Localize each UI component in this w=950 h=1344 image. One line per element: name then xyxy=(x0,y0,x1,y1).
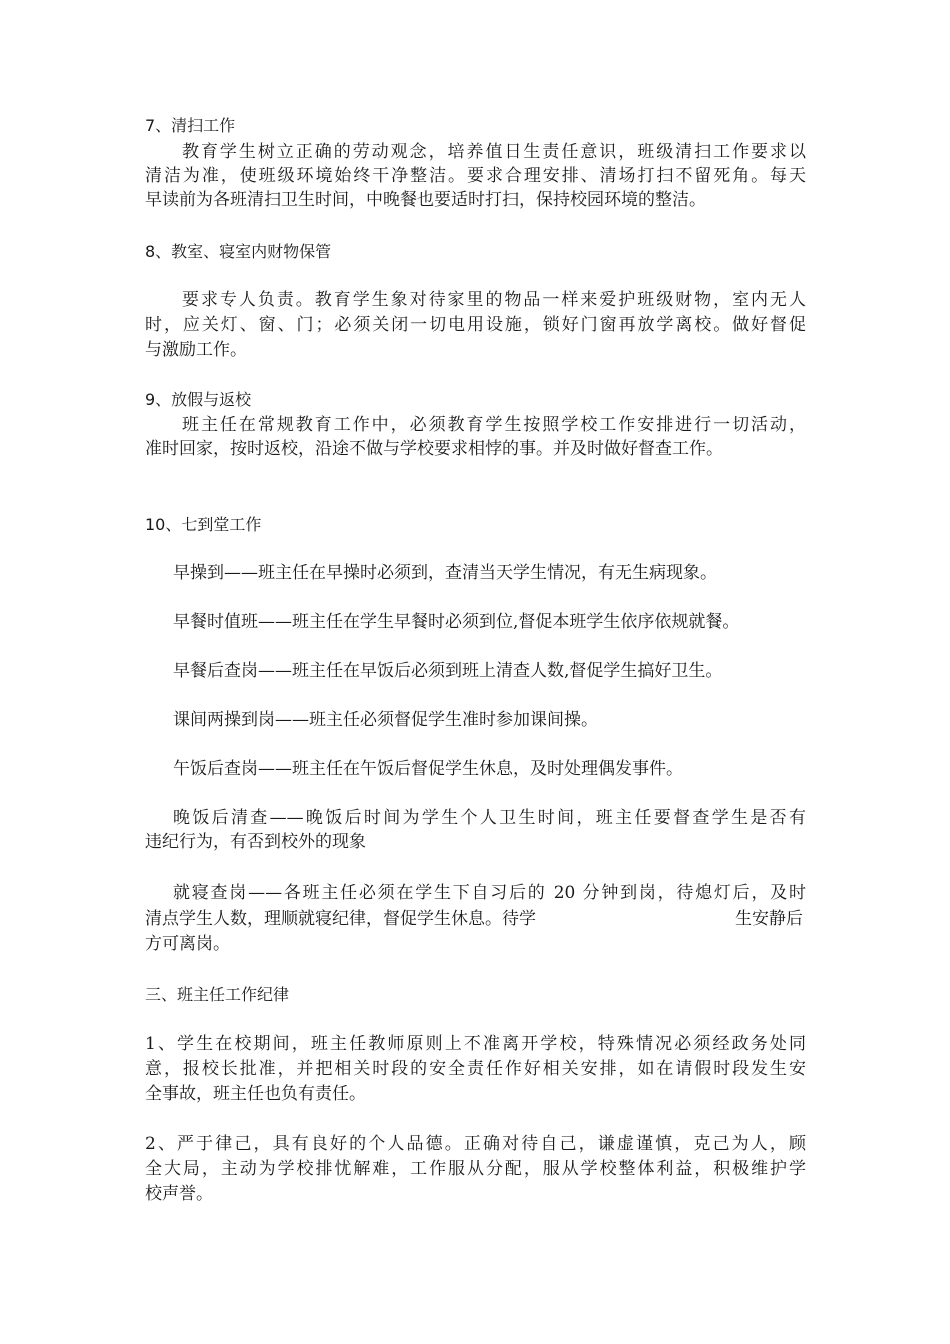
section-10-heading: 10、七到堂工作 xyxy=(145,515,262,534)
rule-1-line-1: 1、学生在校期间，班主任教师原则上不准离开学校，特殊情况必须经政务处同 xyxy=(145,1034,806,1054)
section-7-heading: 7、清扫工作 xyxy=(145,116,236,135)
duty-item: 午饭后查岗——班主任在午饭后督促学生休息，及时处理偶发事件。 xyxy=(173,759,683,779)
duty-item: 早餐后查岗——班主任在早饭后必须到班上清查人数,督促学生搞好卫生。 xyxy=(173,661,723,681)
part-3-heading: 三、班主任工作纪律 xyxy=(145,985,290,1004)
duty-bedtime-line-3: 方可离岗。 xyxy=(145,934,230,954)
section-9-line-2: 准时回家，按时返校，沿途不做与学校要求相悖的事。并及时做好督查工作。 xyxy=(145,439,723,459)
section-7-line-2: 清洁为准，使班级环境始终干净整洁。要求合理安排、清场打扫不留死角。每天 xyxy=(145,166,806,186)
rule-1-line-2: 意，报校长批准，并把相关时段的安全责任作好相关安排，如在请假时段发生安 xyxy=(145,1059,806,1079)
duty-item: 早操到——班主任在早操时必须到，查清当天学生情况，有无生病现象。 xyxy=(173,563,717,583)
section-8-line-2: 时，应关灯、窗、门；必须关闭一切电用设施，锁好门窗再放学离校。做好督促 xyxy=(145,315,806,335)
duty-bedtime-line-2a: 清点学生人数，理顺就寝纪律，督促学生休息。待学 xyxy=(145,909,536,929)
duty-evening-line-2: 违纪行为，有否到校外的现象 xyxy=(145,832,366,852)
rule-2-line-1: 2、严于律己，具有良好的个人品德。正确对待自己，谦虚谨慎，克己为人，顾 xyxy=(145,1134,806,1154)
rule-2-line-3: 校声誉。 xyxy=(145,1184,213,1204)
section-8-line-3: 与激励工作。 xyxy=(145,340,247,360)
section-8-heading: 8、教室、寝室内财物保管 xyxy=(145,242,332,261)
rule-1-line-3: 全事故，班主任也负有责任。 xyxy=(145,1084,366,1104)
duty-bedtime-line-1: 就寝查岗——各班主任必须在学生下自习后的 20 分钟到岗，待熄灯后，及时 xyxy=(173,883,806,903)
duty-item: 课间两操到岗——班主任必须督促学生准时参加课间操。 xyxy=(173,710,598,730)
section-8-line-1: 要求专人负责。教育学生象对待家里的物品一样来爱护班级财物，室内无人 xyxy=(182,290,806,310)
section-9-heading: 9、放假与返校 xyxy=(145,390,252,409)
section-7-line-1: 教育学生树立正确的劳动观念，培养值日生责任意识，班级清扫工作要求以 xyxy=(182,142,806,162)
section-7-line-3: 早读前为各班清扫卫生时间，中晚餐也要适时打扫，保持校园环境的整洁。 xyxy=(145,190,706,210)
duty-bedtime-line-2b: 生安静后 xyxy=(735,909,803,929)
duty-item: 早餐时值班——班主任在学生早餐时必须到位,督促本班学生依序依规就餐。 xyxy=(173,612,740,632)
rule-2-line-2: 全大局，主动为学校排忧解难，工作服从分配，服从学校整体利益，积极维护学 xyxy=(145,1159,806,1179)
duty-evening-line-1: 晚饭后清查——晚饭后时间为学生个人卫生时间，班主任要督查学生是否有 xyxy=(173,808,806,828)
section-9-line-1: 班主任在常规教育工作中，必须教育学生按照学校工作安排进行一切活动， xyxy=(182,415,806,435)
